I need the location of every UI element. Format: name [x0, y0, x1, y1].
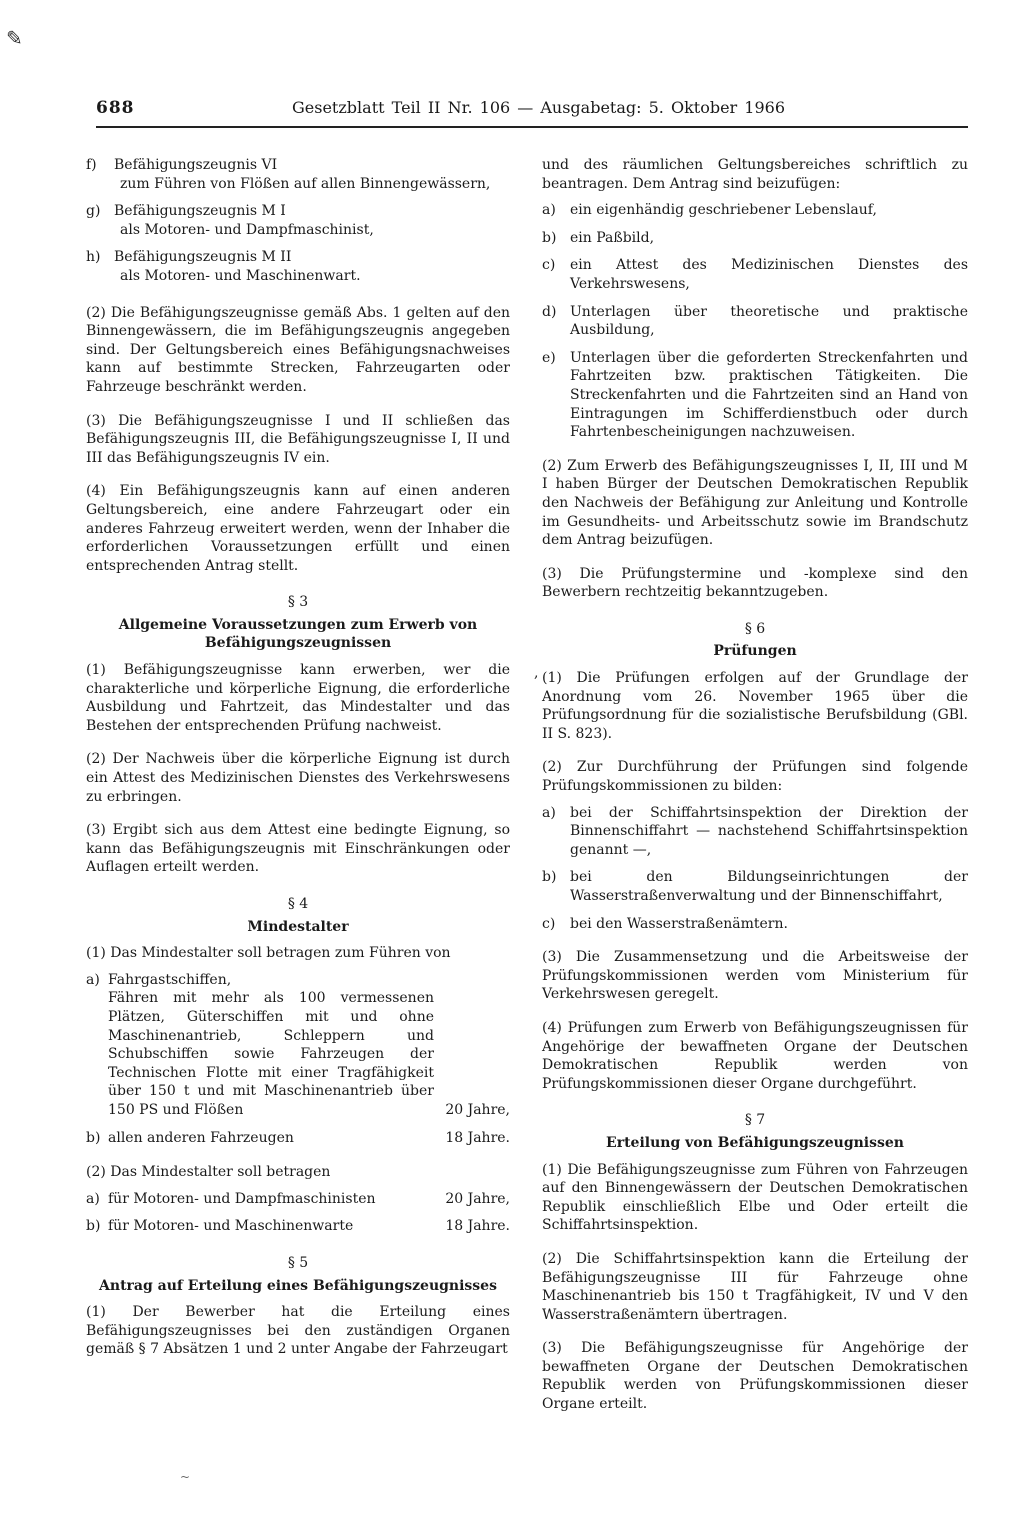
list-item: b) ein Paßbild, [542, 229, 655, 246]
list-item: a) ein eigenhändig geschriebener Lebenslauf, [542, 202, 877, 219]
paragraph: (2) Das Mindestalter soll betragen [86, 1164, 331, 1181]
paragraph: (4) Prüfungen zum Erwerb von Befähigungszeugnissen für Angehörige der bewaffneten Organe der Deutschen Demokratischen Republik werden von Prüfungskommissionen dieser Organe durchgeführt. [542, 1019, 968, 1092]
paragraph: (4) Ein Befähigungszeugnis kann auf einen anderen Geltungsbereich, eine andere Fahrzeugart oder ein anderes Fahrzeug erweitert werden, wenn der Inhaber die erforderlichen Voraussetzungen erfüllt und einen entsprechenden Antrag stellt. [86, 483, 510, 574]
section-number: § 4 [287, 896, 309, 912]
paragraph: (2) Der Nachweis über die körperliche Eignung ist durch ein Attest des Medizinischen Dienstes des Verkehrswesens zu erbringen. [86, 751, 510, 805]
margin-tick: ~ [180, 1470, 191, 1484]
list-item: b) für Motoren- und Maschinenwarte 18 Jahre. [86, 1218, 510, 1235]
section-title: Allgemeine Voraussetzungen zum Erwerb von Befähigungszeugnissen [118, 616, 478, 652]
list-item: c) ein Attest des Medizinischen Dienstes des Verkehrswesens, [542, 257, 968, 292]
header-title: Gesetzblatt Teil II Nr. 106 — Ausgabetag: 5. Oktober 1966 [292, 98, 785, 117]
paragraph: (1) Die Prüfungen erfolgen auf der Grundlage der Anordnung vom 26. November 1965 über die Prüfungsordnung für die sozialistische Berufsbildung (GBl. II S. 823). [542, 670, 968, 742]
page-number: 688 [96, 98, 135, 118]
list-item: a) bei der Schiffahrtsinspektion der Direktion der Binnenschiffahrt — nachstehend Schiffahrtsinspektion genannt —, [542, 804, 968, 858]
paragraph: (1) Der Bewerber hat die Erteilung eines Befähigungszeugnisses bei den zuständigen Organen gemäß § 7 Absätzen 1 und 2 unter Angabe der Fahrzeugart [86, 1304, 510, 1358]
paragraph: (2) Die Schiffahrtsinspektion kann die Erteilung der Befähigungszeugnisse III für Fahrzeuge ohne Maschinenantrieb bis 150 t Tragfähigkeit, IV und V den Wasserstraßenämtern übertragen. [542, 1250, 968, 1323]
header-rule [96, 126, 968, 128]
list-item: e) Unterlagen über die geforderten Streckenfahrten und Fahrtzeiten bzw. praktischen Tätigkeiten. Die Streckenfahrten und die Fahrtzeiten sind an Hand von Eintragungen im Schifferdienstbuch oder durch Fahrtenbescheinigungen nachzuweisen. [542, 349, 968, 441]
left-column [86, 156, 510, 1374]
list-item: c) bei den Wasserstraßenämtern. [542, 915, 788, 932]
paragraph: (3) Die Befähigungszeugnisse I und II schließen das Befähigungszeugnis III, die Befähigungszeugnisse I, II und III das Befähigungszeugnis IV ein. [86, 412, 510, 466]
list-item: b) allen anderen Fahrzeugen 18 Jahre. [86, 1129, 510, 1146]
margin-dot: , [534, 665, 539, 681]
section-number: § 7 [744, 1112, 766, 1129]
paragraph: (1) Das Mindestalter soll betragen zum Führen von [86, 945, 451, 962]
page-header [96, 98, 966, 128]
right-column [542, 156, 968, 1429]
section-number: § 5 [287, 1254, 309, 1271]
paragraph: (1) Befähigungszeugnisse kann erwerben, wer die charakterliche und körperliche Eignung, die erforderliche Ausbildung und Fahrtzeit, das Mindestalter und das Bestehen der entsprechenden Prüfung nachweist. [86, 662, 510, 734]
section-number: § 3 [287, 594, 309, 611]
paragraph: (3) Die Prüfungstermine und -komplexe sind den Bewerbern rechtzeitig bekanntzugeben. [542, 565, 968, 601]
section-title: Antrag auf Erteilung eines Befähigungszeugnisses [99, 1277, 497, 1294]
list-item: d) Unterlagen über theoretische und praktische Ausbildung, [542, 303, 968, 339]
section-number: § 6 [744, 620, 766, 637]
paragraph: (2) Zum Erwerb des Befähigungszeugnisses I, II, III und M I haben Bürger der Deutschen Demokratischen Republik den Nachweis der Befähigung zur Anleitung und Kontrolle im Gesundheits- und Arbeitsschutz sowie im Brandschutz dem Antrag beizufügen. [542, 457, 968, 549]
paragraph: (1) Die Befähigungszeugnisse zum Führen von Fahrzeugen auf den Binnengewässern der Deutschen Demokratischen Republik einschließlich Elbe und Oder erteilt die Schiffahrtsinspektion. [542, 1161, 968, 1234]
list-item: f) Befähigungszeugnis VI zum Führen von Flößen auf allen Binnengewässern, [86, 157, 491, 192]
list-item: a) Fahrgastschiffen, Fähren mit mehr als 100 vermessenen Plätzen, Güterschiffen mit und ohne Maschinenantrieb, Schleppern und Schubschiffen sowie Fahrzeugen der Technischen Flotte mit einer Tragfähigkeit über 150 t und mit Maschinenantrieb über 150 PS und Flößen 20 Jahre, [86, 971, 510, 1118]
paragraph: (2) Zur Durchführung der Prüfungen sind folgende Prüfungskommissionen zu bilden: [542, 759, 968, 795]
list-item: g) Befähigungszeugnis M I als Motoren- und Dampfmaschinist, [86, 203, 374, 238]
scan-mark-icon: ✎ [6, 26, 23, 50]
paragraph: und des räumlichen Geltungsbereiches schriftlich zu beantragen. Dem Antrag sind beizufügen: [542, 157, 968, 192]
paragraph: (3) Die Zusammensetzung und die Arbeitsweise der Prüfungskommissionen werden vom Ministerium für Verkehrswesen geregelt. [542, 949, 968, 1003]
section-title: Mindestalter [247, 918, 349, 935]
list-item: a) für Motoren- und Dampfmaschinisten 20 Jahre, [86, 1190, 510, 1207]
list-item: b) bei den Bildungseinrichtungen der Wasserstraßenverwaltung und der Binnenschiffahrt, [542, 869, 968, 904]
list-item: h) Befähigungszeugnis M II als Motoren- und Maschinenwart. [86, 249, 361, 284]
paragraph: (2) Die Befähigungszeugnisse gemäß Abs. 1 gelten auf den Binnengewässern, die im Befähigungszeugnis angegeben sind. Der Geltungsbereich eines Befähigungsnachweises kann auf bestimmte Strecken, Fahrzeugarten oder Fahrzeuge beschränkt werden. [86, 304, 510, 395]
section-title: Prüfungen [713, 643, 797, 660]
paragraph: (3) Die Befähigungszeugnisse für Angehörige der bewaffneten Organe der Deutschen Demokratischen Republik werden von Prüfungskommissionen dieser Organe erteilt. [542, 1340, 968, 1413]
paragraph: (3) Ergibt sich aus dem Attest eine bedingte Eignung, so kann das Befähigungszeugnis mit Einschränkungen oder Auflagen erteilt werden. [86, 822, 510, 876]
section-title: Erteilung von Befähigungszeugnissen [606, 1134, 904, 1151]
